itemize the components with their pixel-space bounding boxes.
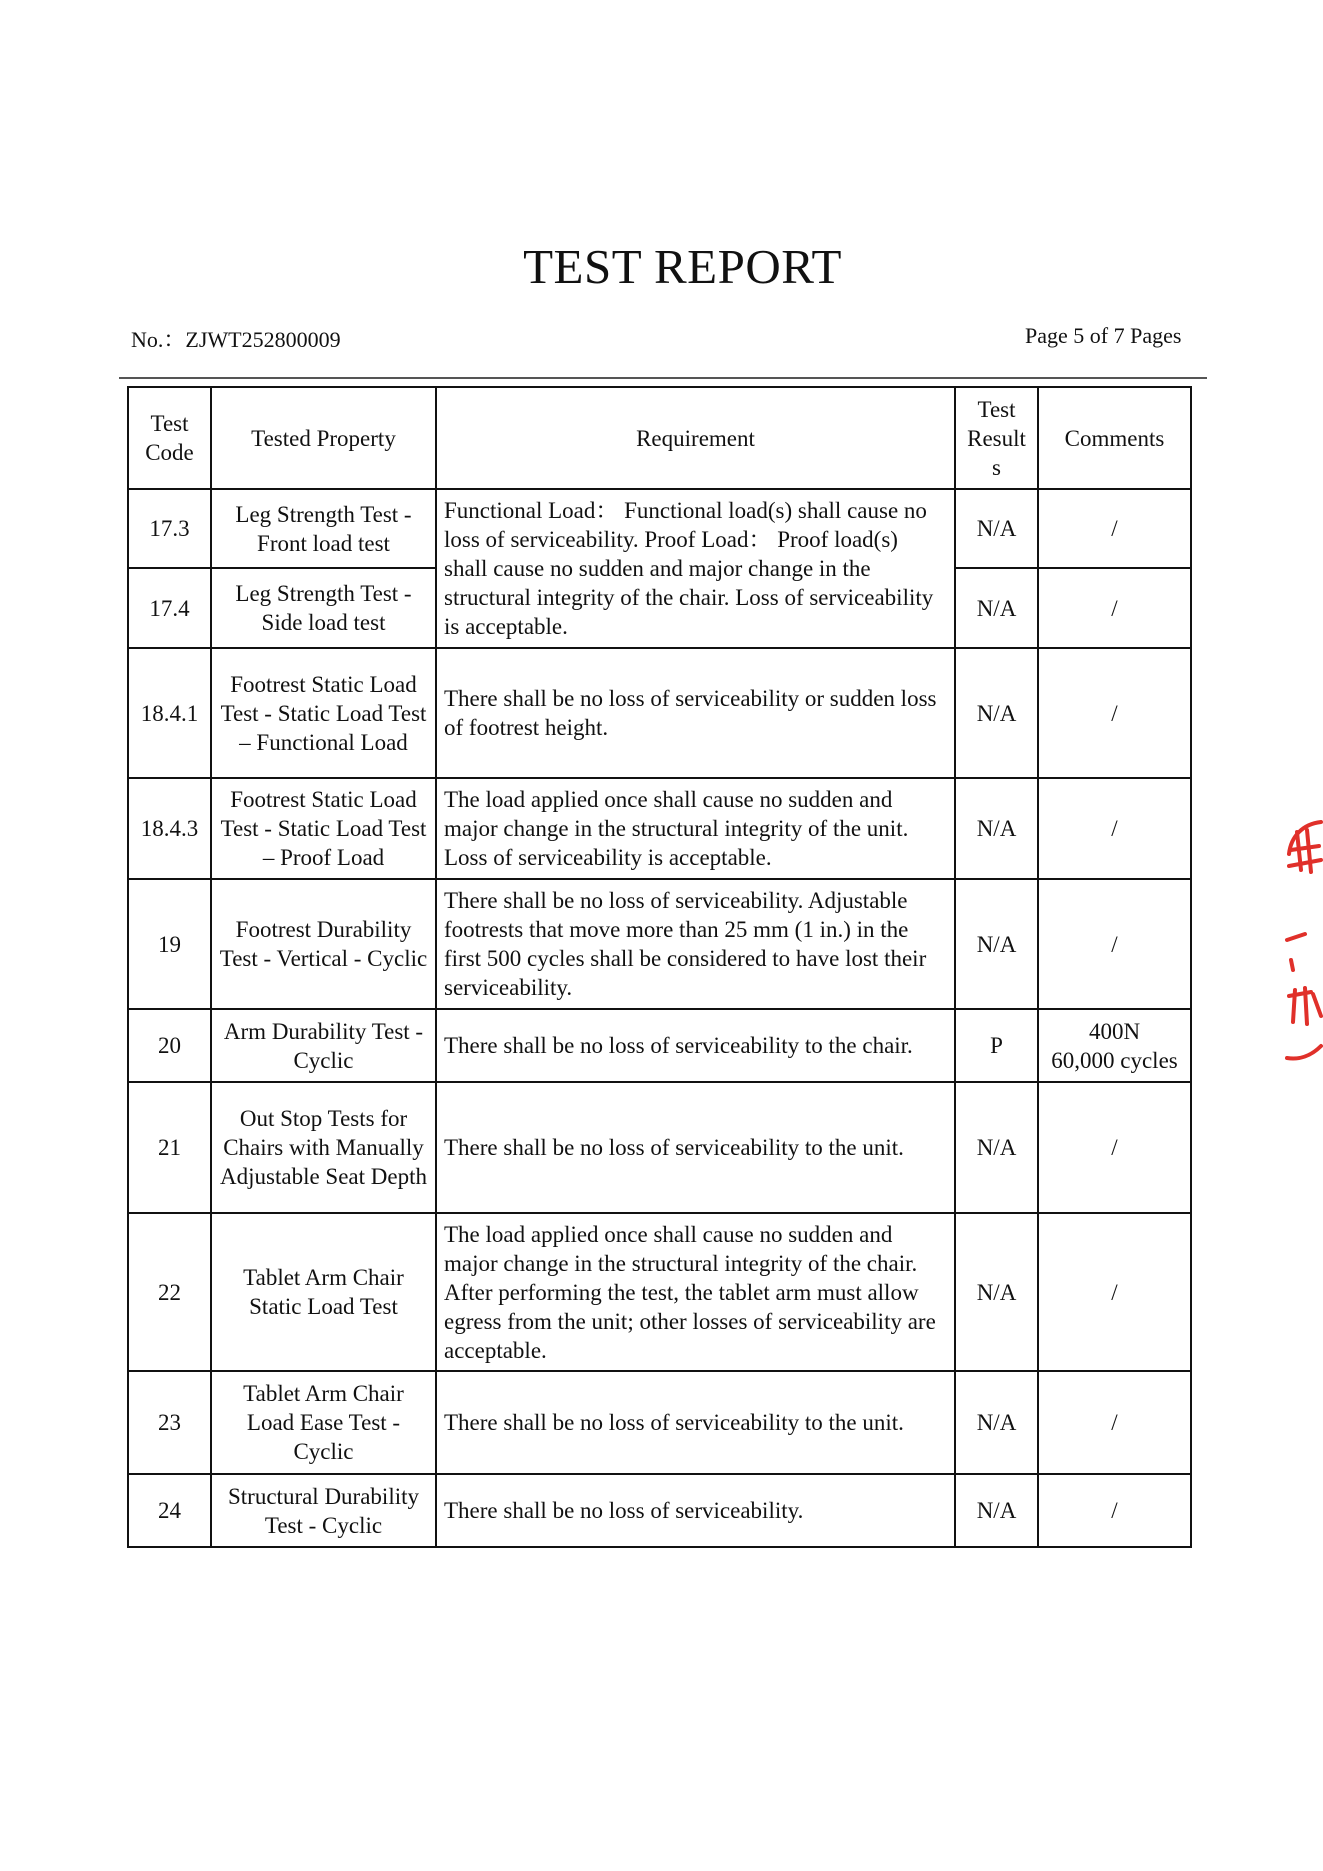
tested-property-cell: Footrest Durability Test - Vertical - Cyclic (211, 879, 436, 1009)
tested-property-cell: Footrest Static Load Test - Static Load Test – Functional Load (211, 648, 436, 778)
comments-cell: / (1038, 489, 1191, 568)
tested-property-cell: Tablet Arm Chair Static Load Test (211, 1213, 436, 1371)
result-cell: N/A (955, 1082, 1038, 1213)
requirement-cell: Functional Load： Functional load(s) shall cause no loss of serviceability. Proof Load： Proof load(s) shall cause no sudden and major change in the structural integrity of the chair. Loss of serviceability is acceptable. (436, 489, 955, 648)
table-row (128, 1213, 1191, 1371)
col-header-requirement: Requirement (436, 387, 955, 489)
result-cell: N/A (955, 1213, 1038, 1371)
requirement-cell: There shall be no loss of serviceability to the chair. (436, 1009, 955, 1082)
comments-cell: / (1038, 648, 1191, 778)
col-header-test-results: Test Result s (955, 387, 1038, 489)
tested-property-cell: Arm Durability Test - Cyclic (211, 1009, 436, 1082)
table-row (128, 489, 1191, 568)
tested-property-cell: Structural Durability Test - Cyclic (211, 1474, 436, 1547)
col-header-tested-property: Tested Property (211, 387, 436, 489)
result-cell: P (955, 1009, 1038, 1082)
comments-cell: / (1038, 1474, 1191, 1547)
tested-property-cell: Leg Strength Test - Side load test (211, 568, 436, 648)
result-cell: N/A (955, 879, 1038, 1009)
requirement-cell: There shall be no loss of serviceability to the unit. (436, 1082, 955, 1213)
report-title: TEST REPORT (523, 239, 842, 294)
test-results-table (127, 386, 1192, 1548)
comments-cell: / (1038, 568, 1191, 648)
requirement-cell: There shall be no loss of serviceability. (436, 1474, 955, 1547)
comments-cell: / (1038, 879, 1191, 1009)
table-row (128, 879, 1191, 1009)
result-cell: N/A (955, 1474, 1038, 1547)
table-row (128, 1082, 1191, 1213)
comments-cell: / (1038, 1213, 1191, 1371)
report-number: No.：ZJWT252800009 (131, 327, 341, 352)
comment-load: 400N (1088, 1018, 1141, 1044)
table-row (128, 1474, 1191, 1547)
table-row (128, 1371, 1191, 1474)
result-cell: N/A (955, 1371, 1038, 1474)
table-header-row (128, 387, 1191, 489)
col-header-test-code: Test Code (128, 387, 211, 489)
table-row (128, 1009, 1191, 1082)
comment-cycles: 60,000 cycles (1051, 1047, 1178, 1073)
result-cell: N/A (955, 648, 1038, 778)
test-code-cell: 20 (128, 1009, 211, 1082)
test-code-cell: 18.4.3 (128, 778, 211, 879)
requirement-cell: There shall be no loss of serviceability to the unit. (436, 1371, 955, 1474)
test-code-cell: 23 (128, 1371, 211, 1474)
requirement-cell: The load applied once shall cause no sudden and major change in the structural integrity of the chair. After performing the test, the tablet arm must allow egress from the unit; other losses of serviceability are acceptable. (436, 1213, 955, 1371)
header-divider (119, 377, 1207, 379)
tested-property-cell: Out Stop Tests for Chairs with Manually Adjustable Seat Depth (211, 1082, 436, 1213)
page-number: Page 5 of 7 Pages (1025, 323, 1182, 348)
comments-cell: / (1038, 778, 1191, 879)
comments-cell: / (1038, 1082, 1191, 1213)
requirement-cell: There shall be no loss of serviceability or sudden loss of footrest height. (436, 648, 955, 778)
requirement-cell: There shall be no loss of serviceability. Adjustable footrests that move more than 25 mm (1 in.) in the first 500 cycles shall be considered to have lost their serviceability. (436, 879, 955, 1009)
table-row (128, 778, 1191, 879)
test-code-cell: 18.4.1 (128, 648, 211, 778)
comments-cell: / (1038, 1371, 1191, 1474)
col-header-comments: Comments (1038, 387, 1191, 489)
tested-property-cell: Tablet Arm Chair Load Ease Test - Cyclic (211, 1371, 436, 1474)
tested-property-cell: Leg Strength Test - Front load test (211, 489, 436, 568)
table-row (128, 648, 1191, 778)
test-code-cell: 19 (128, 879, 211, 1009)
test-code-cell: 24 (128, 1474, 211, 1547)
test-code-cell: 22 (128, 1213, 211, 1371)
tested-property-cell: Footrest Static Load Test - Static Load Test – Proof Load (211, 778, 436, 879)
comments-cell (1038, 1009, 1191, 1082)
test-code-cell: 21 (128, 1082, 211, 1213)
result-cell: N/A (955, 568, 1038, 648)
requirement-cell: The load applied once shall cause no sudden and major change in the structural integrity of the unit. Loss of serviceability is acceptable. (436, 778, 955, 879)
test-code-cell: 17.4 (128, 568, 211, 648)
test-code-cell: 17.3 (128, 489, 211, 568)
seal-stamp-icon (1283, 810, 1323, 1070)
result-cell: N/A (955, 489, 1038, 568)
result-cell: N/A (955, 778, 1038, 879)
